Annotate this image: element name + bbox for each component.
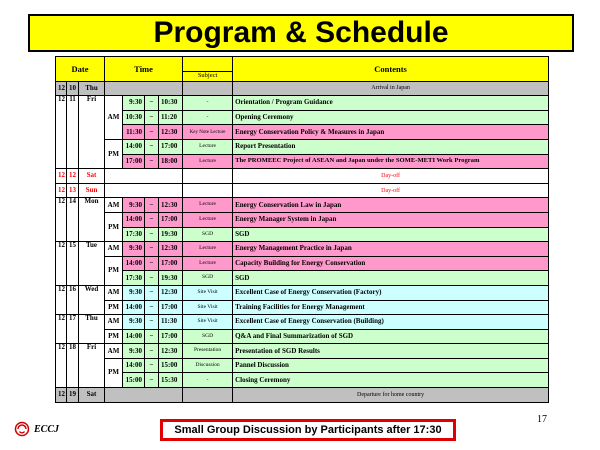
start-time: 9:30	[123, 198, 145, 213]
end-time: 12:30	[159, 125, 183, 140]
time-dash: −	[145, 227, 159, 242]
start-time: 9:30	[123, 285, 145, 300]
content-cell: Energy Manager System in Japan	[233, 212, 549, 227]
day-cell: 16	[67, 285, 79, 314]
time-dash: −	[145, 344, 159, 359]
subject-cell: SGD	[183, 271, 233, 286]
month-cell: 12	[56, 285, 67, 314]
subject-cell: -	[183, 96, 233, 111]
subject-cell: Site Visit	[183, 315, 233, 330]
period-cell: PM	[105, 329, 123, 344]
date-header: Date	[56, 57, 105, 82]
table-row	[56, 271, 549, 286]
time-cell	[105, 81, 183, 96]
end-time: 12:30	[159, 285, 183, 300]
end-time: 18:00	[159, 154, 183, 169]
header-row	[56, 57, 549, 72]
content-cell: Energy Management Practice in Japan	[233, 242, 549, 257]
month-cell: 12	[56, 169, 67, 184]
start-time: 14:00	[123, 329, 145, 344]
end-time: 11:30	[159, 315, 183, 330]
end-time: 12:30	[159, 242, 183, 257]
subject-cell	[183, 169, 233, 184]
time-header: Time	[105, 57, 183, 82]
table-row	[56, 212, 549, 227]
table-row	[56, 183, 549, 198]
table-row	[56, 81, 549, 96]
period-cell: PM	[105, 300, 123, 315]
end-time: 10:30	[159, 96, 183, 111]
end-time: 17:00	[159, 300, 183, 315]
period-cell: AM	[105, 242, 123, 257]
subject-cell: Lecture	[183, 242, 233, 257]
month-cell: 12	[56, 388, 67, 403]
day-cell: 10	[67, 81, 79, 96]
table-row	[56, 285, 549, 300]
period-cell: PM	[105, 139, 123, 168]
time-dash: −	[145, 96, 159, 111]
end-time: 15:00	[159, 358, 183, 373]
table-row	[56, 300, 549, 315]
period-cell: AM	[105, 315, 123, 330]
content-cell: Q&A and Final Summarization of SGD	[233, 329, 549, 344]
subject-header-top	[183, 57, 233, 72]
content-cell: SGD	[233, 227, 549, 242]
time-dash: −	[145, 256, 159, 271]
end-time: 12:30	[159, 344, 183, 359]
subject-cell: -	[183, 373, 233, 388]
day-cell: 19	[67, 388, 79, 403]
weekday-cell: Sat	[79, 388, 105, 403]
content-cell: Day-off	[233, 169, 549, 184]
table-row	[56, 169, 549, 184]
start-time: 9:30	[123, 315, 145, 330]
period-cell: AM	[105, 344, 123, 359]
start-time: 17:30	[123, 227, 145, 242]
start-time: 9:30	[123, 242, 145, 257]
note-box	[160, 419, 456, 441]
content-cell: Training Facilities for Energy Management	[233, 300, 549, 315]
table-row	[56, 125, 549, 140]
period-cell: AM	[105, 96, 123, 140]
subject-cell: Lecture	[183, 256, 233, 271]
month-cell: 12	[56, 344, 67, 388]
table-row	[56, 110, 549, 125]
subject-cell: Lecture	[183, 212, 233, 227]
table-row	[56, 256, 549, 271]
start-time: 9:30	[123, 344, 145, 359]
time-dash: −	[145, 315, 159, 330]
time-dash: −	[145, 242, 159, 257]
period-cell: PM	[105, 358, 123, 387]
subject-cell	[183, 183, 233, 198]
month-cell: 12	[56, 315, 67, 344]
content-cell: Departure for home country	[233, 388, 549, 403]
end-time: 17:00	[159, 256, 183, 271]
time-dash: −	[145, 110, 159, 125]
table-row	[56, 242, 549, 257]
start-time: 17:30	[123, 271, 145, 286]
content-cell: Pannel Discussion	[233, 358, 549, 373]
day-cell: 17	[67, 315, 79, 344]
subject-cell: SGD	[183, 329, 233, 344]
start-time: 14:00	[123, 139, 145, 154]
subject-cell: Site Visit	[183, 285, 233, 300]
time-dash: −	[145, 125, 159, 140]
content-cell: Energy Conservation Policy & Measures in Japan	[233, 125, 549, 140]
page-number: 17	[537, 414, 547, 425]
day-cell: 13	[67, 183, 79, 198]
start-time: 17:00	[123, 154, 145, 169]
content-cell: Arrival in Japan	[233, 81, 549, 96]
subject-cell: Lecture	[183, 154, 233, 169]
table-row	[56, 388, 549, 403]
start-time: 15:00	[123, 373, 145, 388]
eccj-logo-icon	[14, 421, 30, 437]
subject-cell: Lecture	[183, 198, 233, 213]
subject-header: Subject	[183, 71, 233, 81]
subject-cell: Discussion	[183, 358, 233, 373]
end-time: 17:00	[159, 139, 183, 154]
start-time: 14:00	[123, 256, 145, 271]
weekday-cell: Sat	[79, 169, 105, 184]
subject-cell: Site Visit	[183, 300, 233, 315]
weekday-cell: Wed	[79, 285, 105, 314]
content-cell: Day-off	[233, 183, 549, 198]
period-cell: AM	[105, 285, 123, 300]
time-dash: −	[145, 212, 159, 227]
content-cell: Presentation of SGD Results	[233, 344, 549, 359]
content-cell: SGD	[233, 271, 549, 286]
table-row	[56, 227, 549, 242]
end-time: 17:00	[159, 329, 183, 344]
period-cell: AM	[105, 198, 123, 213]
subject-cell: -	[183, 110, 233, 125]
period-cell: PM	[105, 212, 123, 241]
time-cell	[105, 388, 183, 403]
end-time: 19:30	[159, 271, 183, 286]
table-row	[56, 329, 549, 344]
start-time: 14:00	[123, 300, 145, 315]
time-dash: −	[145, 198, 159, 213]
month-cell: 12	[56, 183, 67, 198]
weekday-cell: Fri	[79, 96, 105, 169]
weekday-cell: Mon	[79, 198, 105, 242]
month-cell: 12	[56, 242, 67, 286]
time-cell	[105, 169, 183, 184]
contents-header: Contents	[233, 57, 549, 82]
table-row	[56, 358, 549, 373]
month-cell: 12	[56, 81, 67, 96]
note-text: Small Group Discussion by Participants after 17:30	[174, 424, 442, 436]
subject-cell: Key Note Lecture	[183, 125, 233, 140]
subject-cell: Presentation	[183, 344, 233, 359]
start-time: 10:30	[123, 110, 145, 125]
end-time: 11:20	[159, 110, 183, 125]
start-time: 9:30	[123, 96, 145, 111]
content-cell: Excellent Case of Energy Conservation (Building)	[233, 315, 549, 330]
content-cell: Excellent Case of Energy Conservation (Factory)	[233, 285, 549, 300]
time-dash: −	[145, 271, 159, 286]
page-title: Program & Schedule	[153, 16, 449, 49]
weekday-cell: Sun	[79, 183, 105, 198]
time-dash: −	[145, 139, 159, 154]
month-cell: 12	[56, 198, 67, 242]
time-dash: −	[145, 373, 159, 388]
day-cell: 18	[67, 344, 79, 388]
time-dash: −	[145, 300, 159, 315]
content-cell: The PROMEEC Project of ASEAN and Japan under the SOME-METI Work Program	[233, 154, 549, 169]
content-cell: Energy Conservation Law in Japan	[233, 198, 549, 213]
day-cell: 15	[67, 242, 79, 286]
table-row	[56, 139, 549, 154]
weekday-cell: Thu	[79, 81, 105, 96]
table-row	[56, 154, 549, 169]
subject-cell: SGD	[183, 227, 233, 242]
table-row	[56, 344, 549, 359]
subject-cell	[183, 81, 233, 96]
time-dash: −	[145, 358, 159, 373]
table-row	[56, 373, 549, 388]
start-time: 14:00	[123, 212, 145, 227]
end-time: 12:30	[159, 198, 183, 213]
end-time: 15:30	[159, 373, 183, 388]
content-cell: Capacity Building for Energy Conservation	[233, 256, 549, 271]
month-cell: 12	[56, 96, 67, 169]
content-cell: Report Presentation	[233, 139, 549, 154]
subject-cell: Lecture	[183, 139, 233, 154]
weekday-cell: Tue	[79, 242, 105, 286]
time-dash: −	[145, 154, 159, 169]
logo-text: ECCJ	[34, 424, 60, 435]
weekday-cell: Thu	[79, 315, 105, 344]
start-time: 11:30	[123, 125, 145, 140]
end-time: 19:30	[159, 227, 183, 242]
period-cell: PM	[105, 256, 123, 285]
table-row	[56, 96, 549, 111]
start-time: 14:00	[123, 358, 145, 373]
day-cell: 11	[67, 96, 79, 169]
content-cell: Orientation / Program Guidance	[233, 96, 549, 111]
end-time: 17:00	[159, 212, 183, 227]
content-cell: Opening Ceremony	[233, 110, 549, 125]
content-cell: Closing Ceremony	[233, 373, 549, 388]
time-dash: −	[145, 329, 159, 344]
table-row	[56, 198, 549, 213]
time-dash: −	[145, 285, 159, 300]
day-cell: 12	[67, 169, 79, 184]
table-row	[56, 315, 549, 330]
day-cell: 14	[67, 198, 79, 242]
weekday-cell: Fri	[79, 344, 105, 388]
subject-cell	[183, 388, 233, 403]
schedule-table	[55, 56, 549, 403]
time-cell	[105, 183, 183, 198]
title-box	[28, 14, 574, 52]
